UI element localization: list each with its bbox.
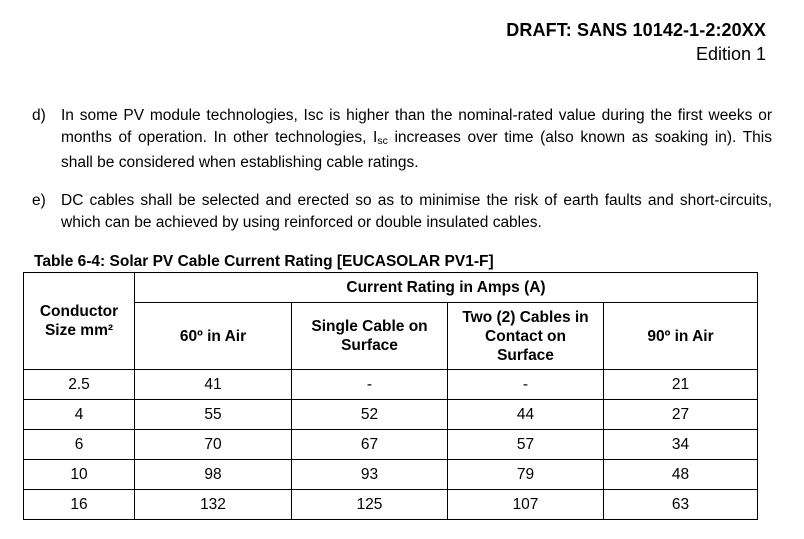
table-row [24, 370, 758, 400]
paragraph-e [32, 190, 772, 234]
table-cell: 57 [448, 430, 604, 460]
table-cell: 55 [135, 400, 292, 430]
table-row [24, 430, 758, 460]
table-cell: 41 [135, 370, 292, 400]
paragraph-text [61, 105, 772, 174]
table-caption: Table 6-4: Solar PV Cable Current Rating [EUCASOLAR PV1-F] [34, 253, 494, 270]
header-text: Surface [341, 337, 398, 354]
table-row [24, 460, 758, 490]
table-cell: 70 [135, 430, 292, 460]
table-cell: 132 [135, 490, 292, 520]
table-cell: 21 [604, 370, 758, 400]
header-single-cable [292, 303, 448, 370]
table-cell: 125 [292, 490, 448, 520]
table-cell: 52 [292, 400, 448, 430]
table-cell: 2.5 [24, 370, 135, 400]
table-row [24, 400, 758, 430]
document-title: DRAFT: SANS 10142-1-2:20XX [506, 20, 766, 40]
table-cell: 79 [448, 460, 604, 490]
table-cell: 67 [292, 430, 448, 460]
header-90-in-air: 90º in Air [604, 303, 758, 370]
paragraph-text-part: increases over time (also known as soaking in). This shall be considered when establishing cable ratings. [61, 129, 772, 171]
paragraph-marker: d) [32, 107, 46, 124]
table-cell: - [448, 370, 604, 400]
header-text: Two (2) Cables in [462, 308, 589, 326]
header-text: Surface [497, 346, 554, 364]
header-60-in-air: 60º in Air [135, 303, 292, 370]
table-cell: 27 [604, 400, 758, 430]
table-cell: 44 [448, 400, 604, 430]
header-two-cables [448, 303, 604, 370]
table-cell: 4 [24, 400, 135, 430]
header-conductor-size [24, 273, 135, 370]
table-cell: 10 [24, 460, 135, 490]
table-cell: - [292, 370, 448, 400]
paragraph-d [32, 105, 772, 174]
header-current-rating: Current Rating in Amps (A) [135, 273, 758, 303]
table-cell: 34 [604, 430, 758, 460]
table-cell: 16 [24, 490, 135, 520]
header-text: Conductor [39, 303, 119, 320]
isc-subscript: sc [377, 135, 388, 147]
table-cell: 63 [604, 490, 758, 520]
paragraph-marker: e) [32, 192, 46, 209]
header-text: Contact on [485, 327, 566, 345]
header-text: Size mm² [44, 322, 114, 339]
paragraph-text: DC cables shall be selected and erected so as to minimise the risk of earth faults and short-circuits, which can be achieved by using reinforced or double insulated cables. [61, 192, 772, 231]
edition-label: Edition 1 [695, 44, 766, 64]
cable-rating-table [23, 272, 758, 520]
header-text: Single Cable on [311, 318, 428, 335]
table-row [24, 490, 758, 520]
paragraph-text-part: In some PV module technologies, Isc is higher than the nominal-rated value during the first weeks or months of operation. In other technologies, I [61, 107, 772, 146]
table-cell: 6 [24, 430, 135, 460]
table-cell: 93 [292, 460, 448, 490]
table-cell: 107 [448, 490, 604, 520]
table-cell: 98 [135, 460, 292, 490]
table-cell: 48 [604, 460, 758, 490]
